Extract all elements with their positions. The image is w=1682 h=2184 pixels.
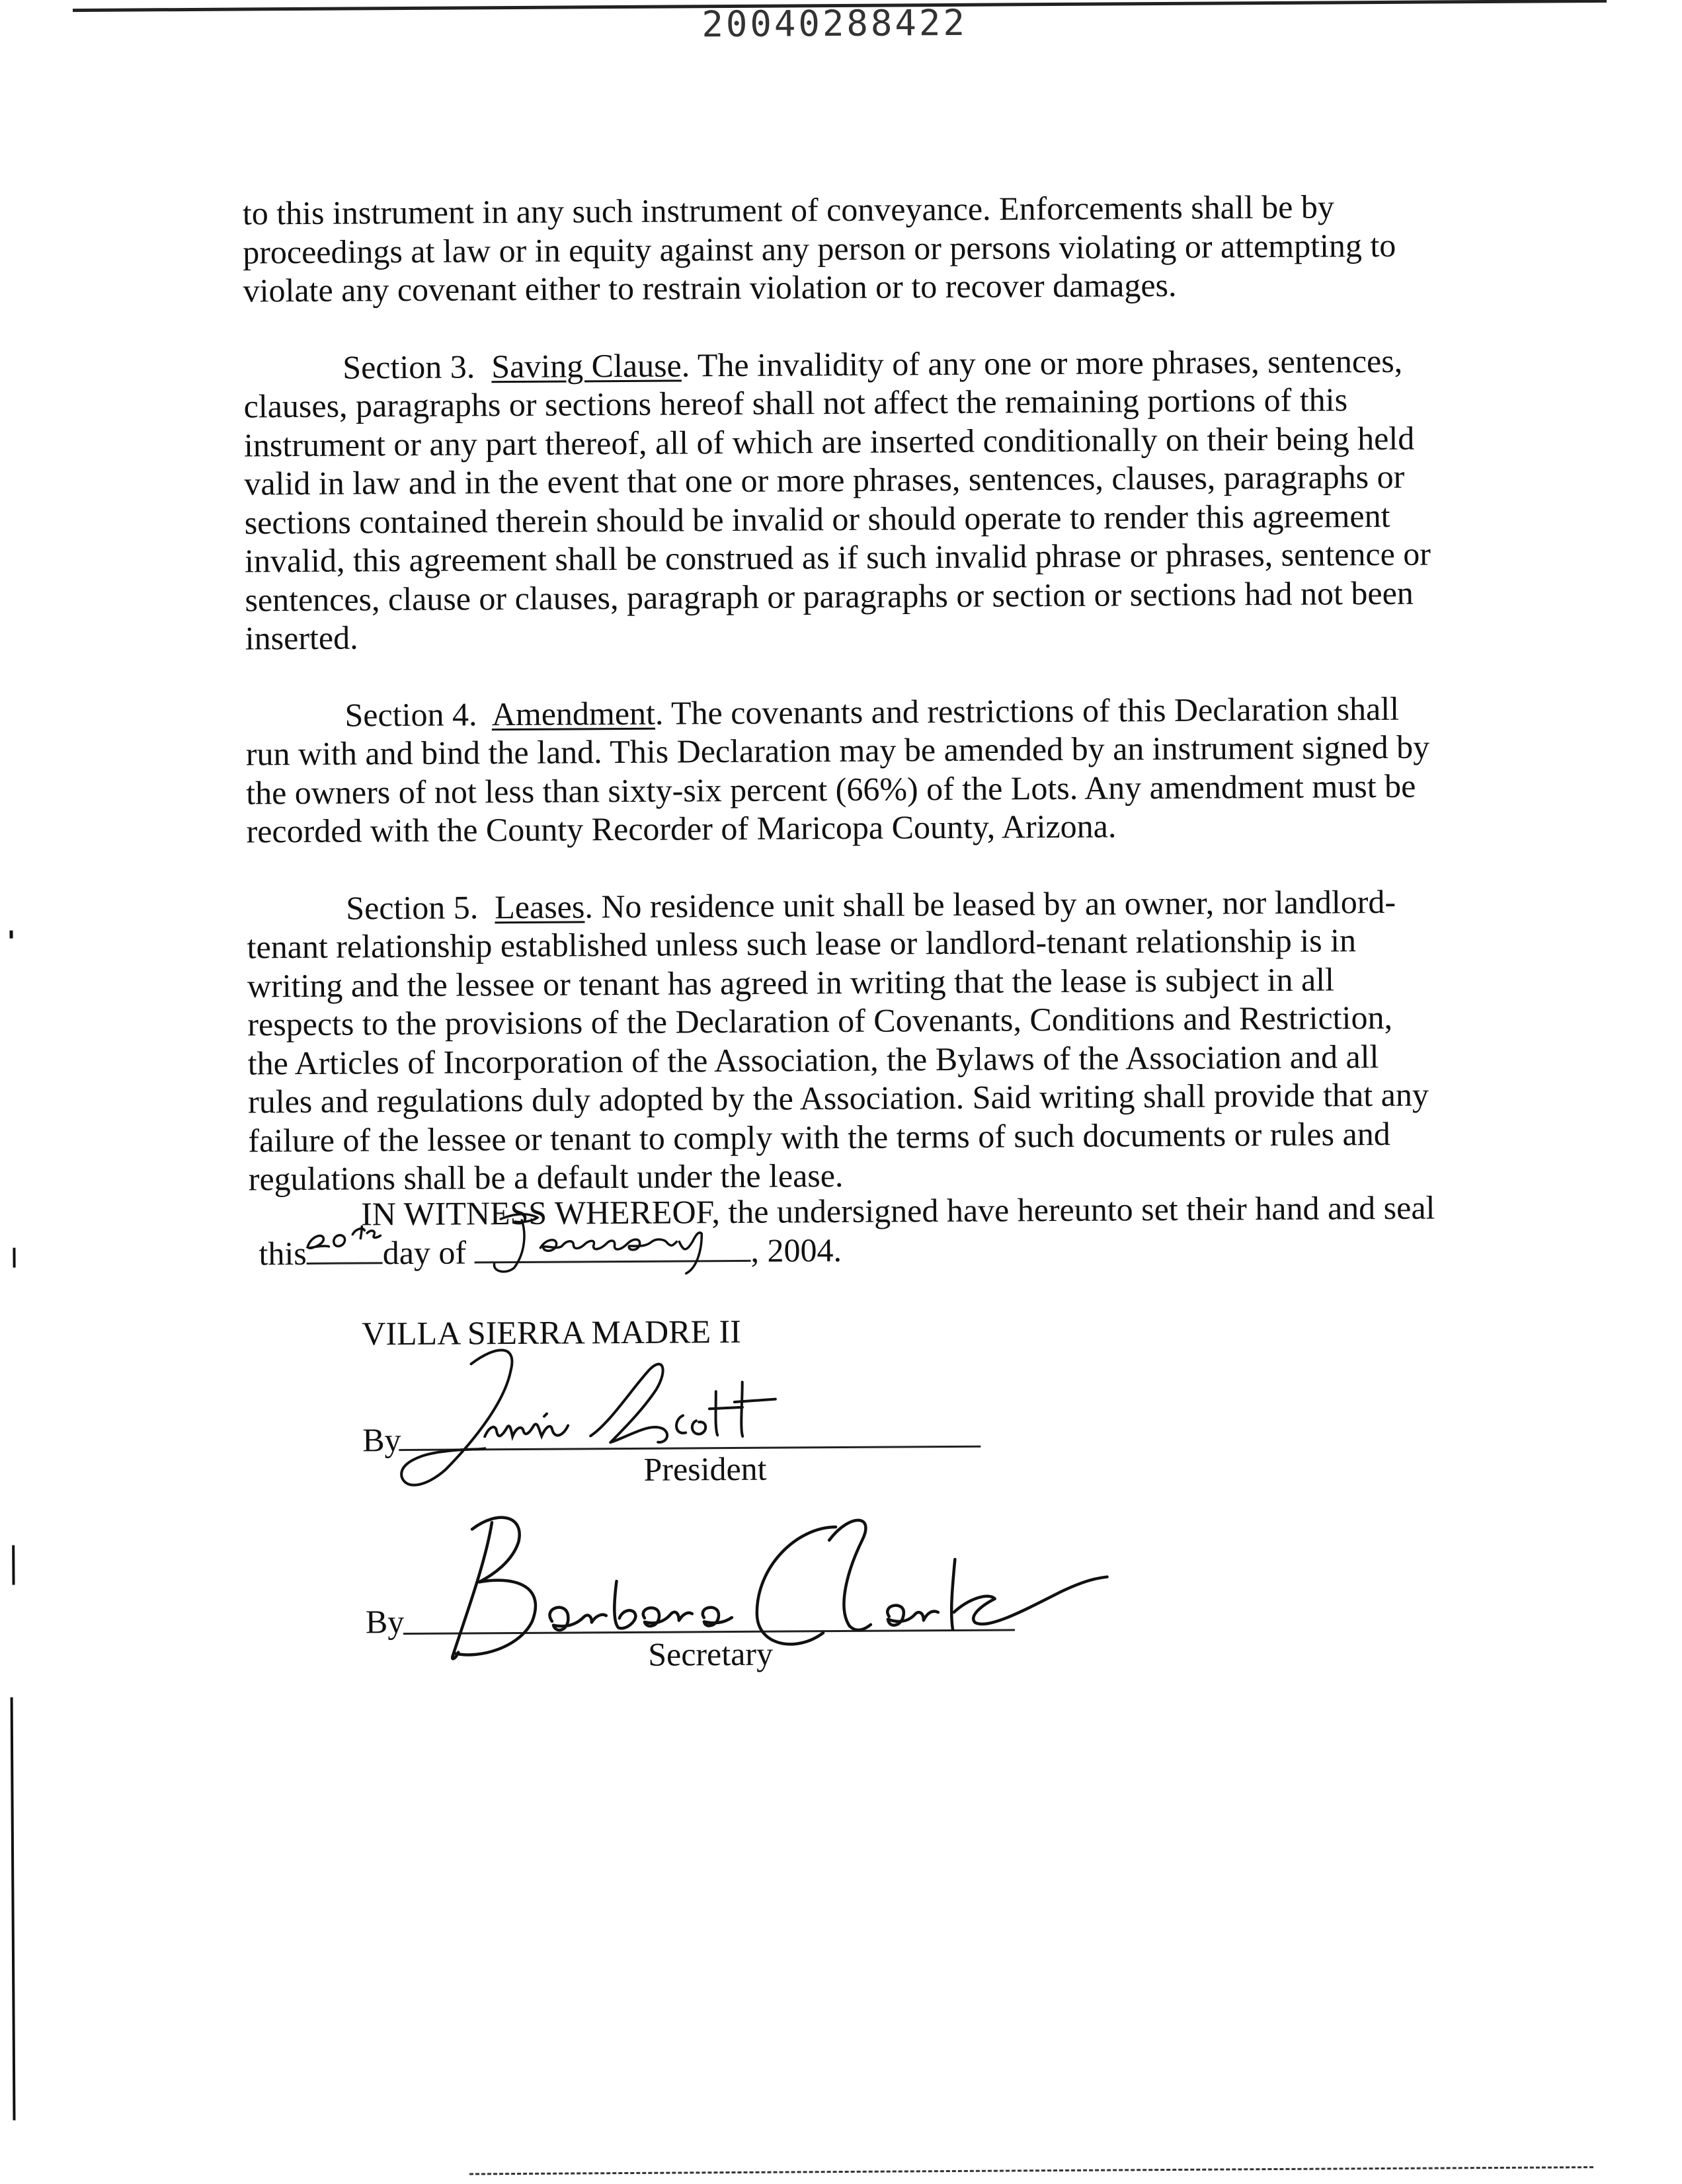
recording-number: 20040288422 <box>701 1 968 46</box>
witness-date-line <box>259 1226 1449 1272</box>
section-5-paragraph <box>247 882 1439 1198</box>
month-blank <box>474 1231 750 1264</box>
document-body <box>243 187 1439 1237</box>
section-4-label: Section 4. <box>344 695 477 734</box>
section-3-text: . The invalidity of any one or more phrases, sentences, clauses, paragraphs or sections hereof shall not affect the remaining portions of this instrument or any part thereof, all of which are inserted conditionally on their being held valid in law and in the event that one or more phrases, sentences, clauses, paragraphs or sections contained therein should be invalid or should operate to render this agreement invalid, this agreement shall be construed as if such invalid phrase or phrases, sentence or sentences, clause or clauses, paragraph or paragraphs or section or sections had not been inserted. <box>243 342 1431 657</box>
witness-year: , 2004. <box>750 1231 842 1269</box>
scan-speck <box>13 1248 15 1268</box>
witness-day-of: day of <box>382 1233 467 1272</box>
day-blank <box>307 1233 383 1265</box>
section-3-paragraph <box>243 341 1435 658</box>
president-signature <box>372 1335 849 1510</box>
secretary-signature <box>426 1499 1121 1688</box>
by-label-secretary: By <box>365 1603 405 1641</box>
witness-clause: IN WITNESS WHEREOF, the undersigned have hereunto set their hand and seal <box>360 1189 1435 1233</box>
scan-speck <box>12 1545 15 1585</box>
day-handwriting <box>302 1217 388 1257</box>
scan-edge-line <box>11 1697 16 2121</box>
month-handwriting <box>474 1204 759 1279</box>
section-5-text: . No residence unit shall be leased by an owner, nor landlord-tenant relationship established unless such lease or landlord-tenant relationship is in writing and the lessee or tenant has agreed in writing that the lease is subject in all respects to the provisions of the Declaration of Covenants, Conditions and Restriction, the Articles of Incorporation of the Association, the Bylaws of the Association and all rules and regulations duly adopted by the Association. Said writing shall provide that any failure of the lessee or tenant to comply with the terms of such documents or rules and regulations shall be a default under the lease. <box>247 882 1429 1198</box>
section-3-label: Section 3. <box>342 347 475 386</box>
association-name: VILLA SIERRA MADRE II <box>362 1312 742 1352</box>
president-title: President <box>643 1450 767 1488</box>
by-label-president: By <box>362 1421 401 1459</box>
section-4-title: Amendment <box>491 694 656 732</box>
witness-block <box>259 1188 1449 1272</box>
secretary-title: Secretary <box>648 1635 774 1673</box>
section-4-paragraph <box>245 689 1436 851</box>
witness-this: this <box>259 1234 307 1272</box>
section-3-title: Saving Clause <box>491 346 682 385</box>
bottom-edge-rule <box>469 2166 1593 2177</box>
continuation-paragraph: to this instrument in any such instrument of conveyance. Enforcements shall be by proceedings at law or in equity against any person or persons violating or attempting to violate any covenant either to restrain violation or to recover damages. <box>242 188 1396 309</box>
section-4-text: . The covenants and restrictions of this Declaration shall run with and bind the land. This Declaration may be amended by an instrument signed by the owners of not less than sixty-six percent (66%) of the Lots. Any amendment must be recorded with the County Recorder of Maricopa County, Arizona. <box>245 689 1430 850</box>
section-5-label: Section 5. <box>346 888 479 927</box>
section-5-title: Leases <box>495 887 585 925</box>
scan-speck <box>10 931 13 939</box>
